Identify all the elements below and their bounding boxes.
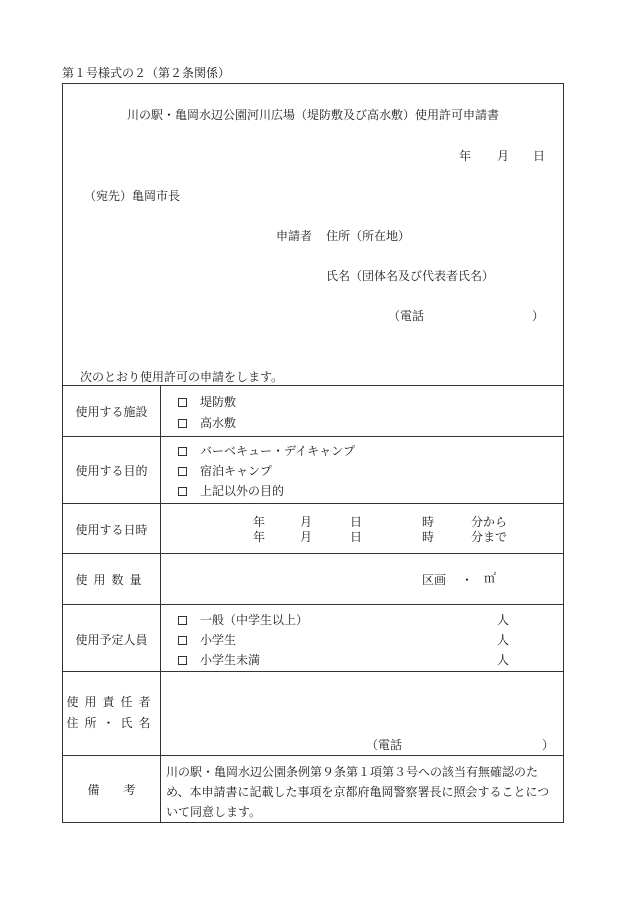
end-hour-label: 時 [422,530,435,544]
attendee-option[interactable] [178,651,260,668]
purpose-option-label: 上記以外の目的 [200,484,285,498]
attendees-label: 使用予定人員 [75,633,148,647]
responsible-phone-open: （電話 [366,738,403,752]
end-day-label: 日 [350,530,363,544]
facility-option-label: 高水敷 [200,416,237,430]
purpose-option-label: 宿泊キャンプ [200,464,273,478]
form-number: 第１号様式の２（第２条関係） [62,66,231,80]
section-unit: 区画 [422,573,447,587]
start-hour-label: 時 [422,515,435,529]
applicant-label: 申請者 [276,229,313,243]
purpose-option[interactable] [178,442,355,459]
attendee-unit: 人 [497,633,510,647]
form-title: 川の駅・亀岡水辺公園河川広場（堤防敷及び高水敷）使用許可申請書 [126,108,499,122]
facility-option[interactable] [178,393,236,410]
responsible-phone-close: ） [542,738,555,752]
start-month-label: 月 [300,515,313,529]
end-minute-label: 分まで [471,530,508,544]
facility-label: 使用する施設 [75,405,148,419]
quantity-label: 使用数量 [75,573,148,587]
intro-text: 次のとおり使用許可の申請をします。 [80,370,284,384]
purpose-option[interactable] [178,482,284,499]
responsible-label-line2: 住所・氏名 [66,716,157,730]
datetime-label: 使用する日時 [75,523,148,537]
remarks-line: め、本申請書に記載した事項を京都府亀岡警察署長に照会することにつ [166,785,550,799]
remarks-line: いて同意します。 [166,805,262,819]
area-unit: ㎡ [484,571,497,585]
date-year-label: 年 [459,149,472,163]
addressee: （宛先）亀岡市長 [84,189,181,203]
remarks-label: 備 考 [87,783,136,797]
applicant-address-label: 住所（所在地） [326,229,411,243]
attendee-unit: 人 [497,613,510,627]
applicant-phone-close: ） [532,309,545,323]
unit-separator: ・ [461,573,474,587]
start-day-label: 日 [350,515,363,529]
checkbox[interactable] [178,398,187,407]
remarks-line: 川の駅・亀岡水辺公園条例第９条第１項第３号への該当有無確認のた [166,765,539,779]
date-month-label: 月 [497,149,510,163]
purpose-option-label: バーベキュー・デイキャンプ [200,444,356,458]
facility-option-label: 堤防敷 [200,395,237,409]
applicant-name-label: 氏名（団体名及び代表者氏名） [326,269,495,283]
date-day-label: 日 [533,149,546,163]
start-year-label: 年 [253,515,266,529]
attendee-option-label: 小学生未満 [200,653,261,667]
checkbox[interactable] [178,616,187,625]
checkbox[interactable] [178,467,187,476]
start-minute-label: 分から [471,515,508,529]
checkbox[interactable] [178,487,187,496]
facility-option[interactable] [178,414,236,431]
checkbox[interactable] [178,447,187,456]
end-month-label: 月 [300,530,313,544]
responsible-label-line1: 使用責任者 [66,695,157,709]
checkbox[interactable] [178,419,187,428]
attendee-option-label: 一般（中学生以上） [200,613,309,627]
attendee-option[interactable] [178,611,308,628]
purpose-option[interactable] [178,462,272,479]
checkbox[interactable] [178,656,187,665]
applicant-phone-open: （電話 [388,309,425,323]
attendee-option[interactable] [178,631,236,648]
end-year-label: 年 [253,530,266,544]
purpose-label: 使用する目的 [75,464,148,478]
attendee-option-label: 小学生 [200,633,237,647]
attendee-unit: 人 [497,653,510,667]
checkbox[interactable] [178,636,187,645]
